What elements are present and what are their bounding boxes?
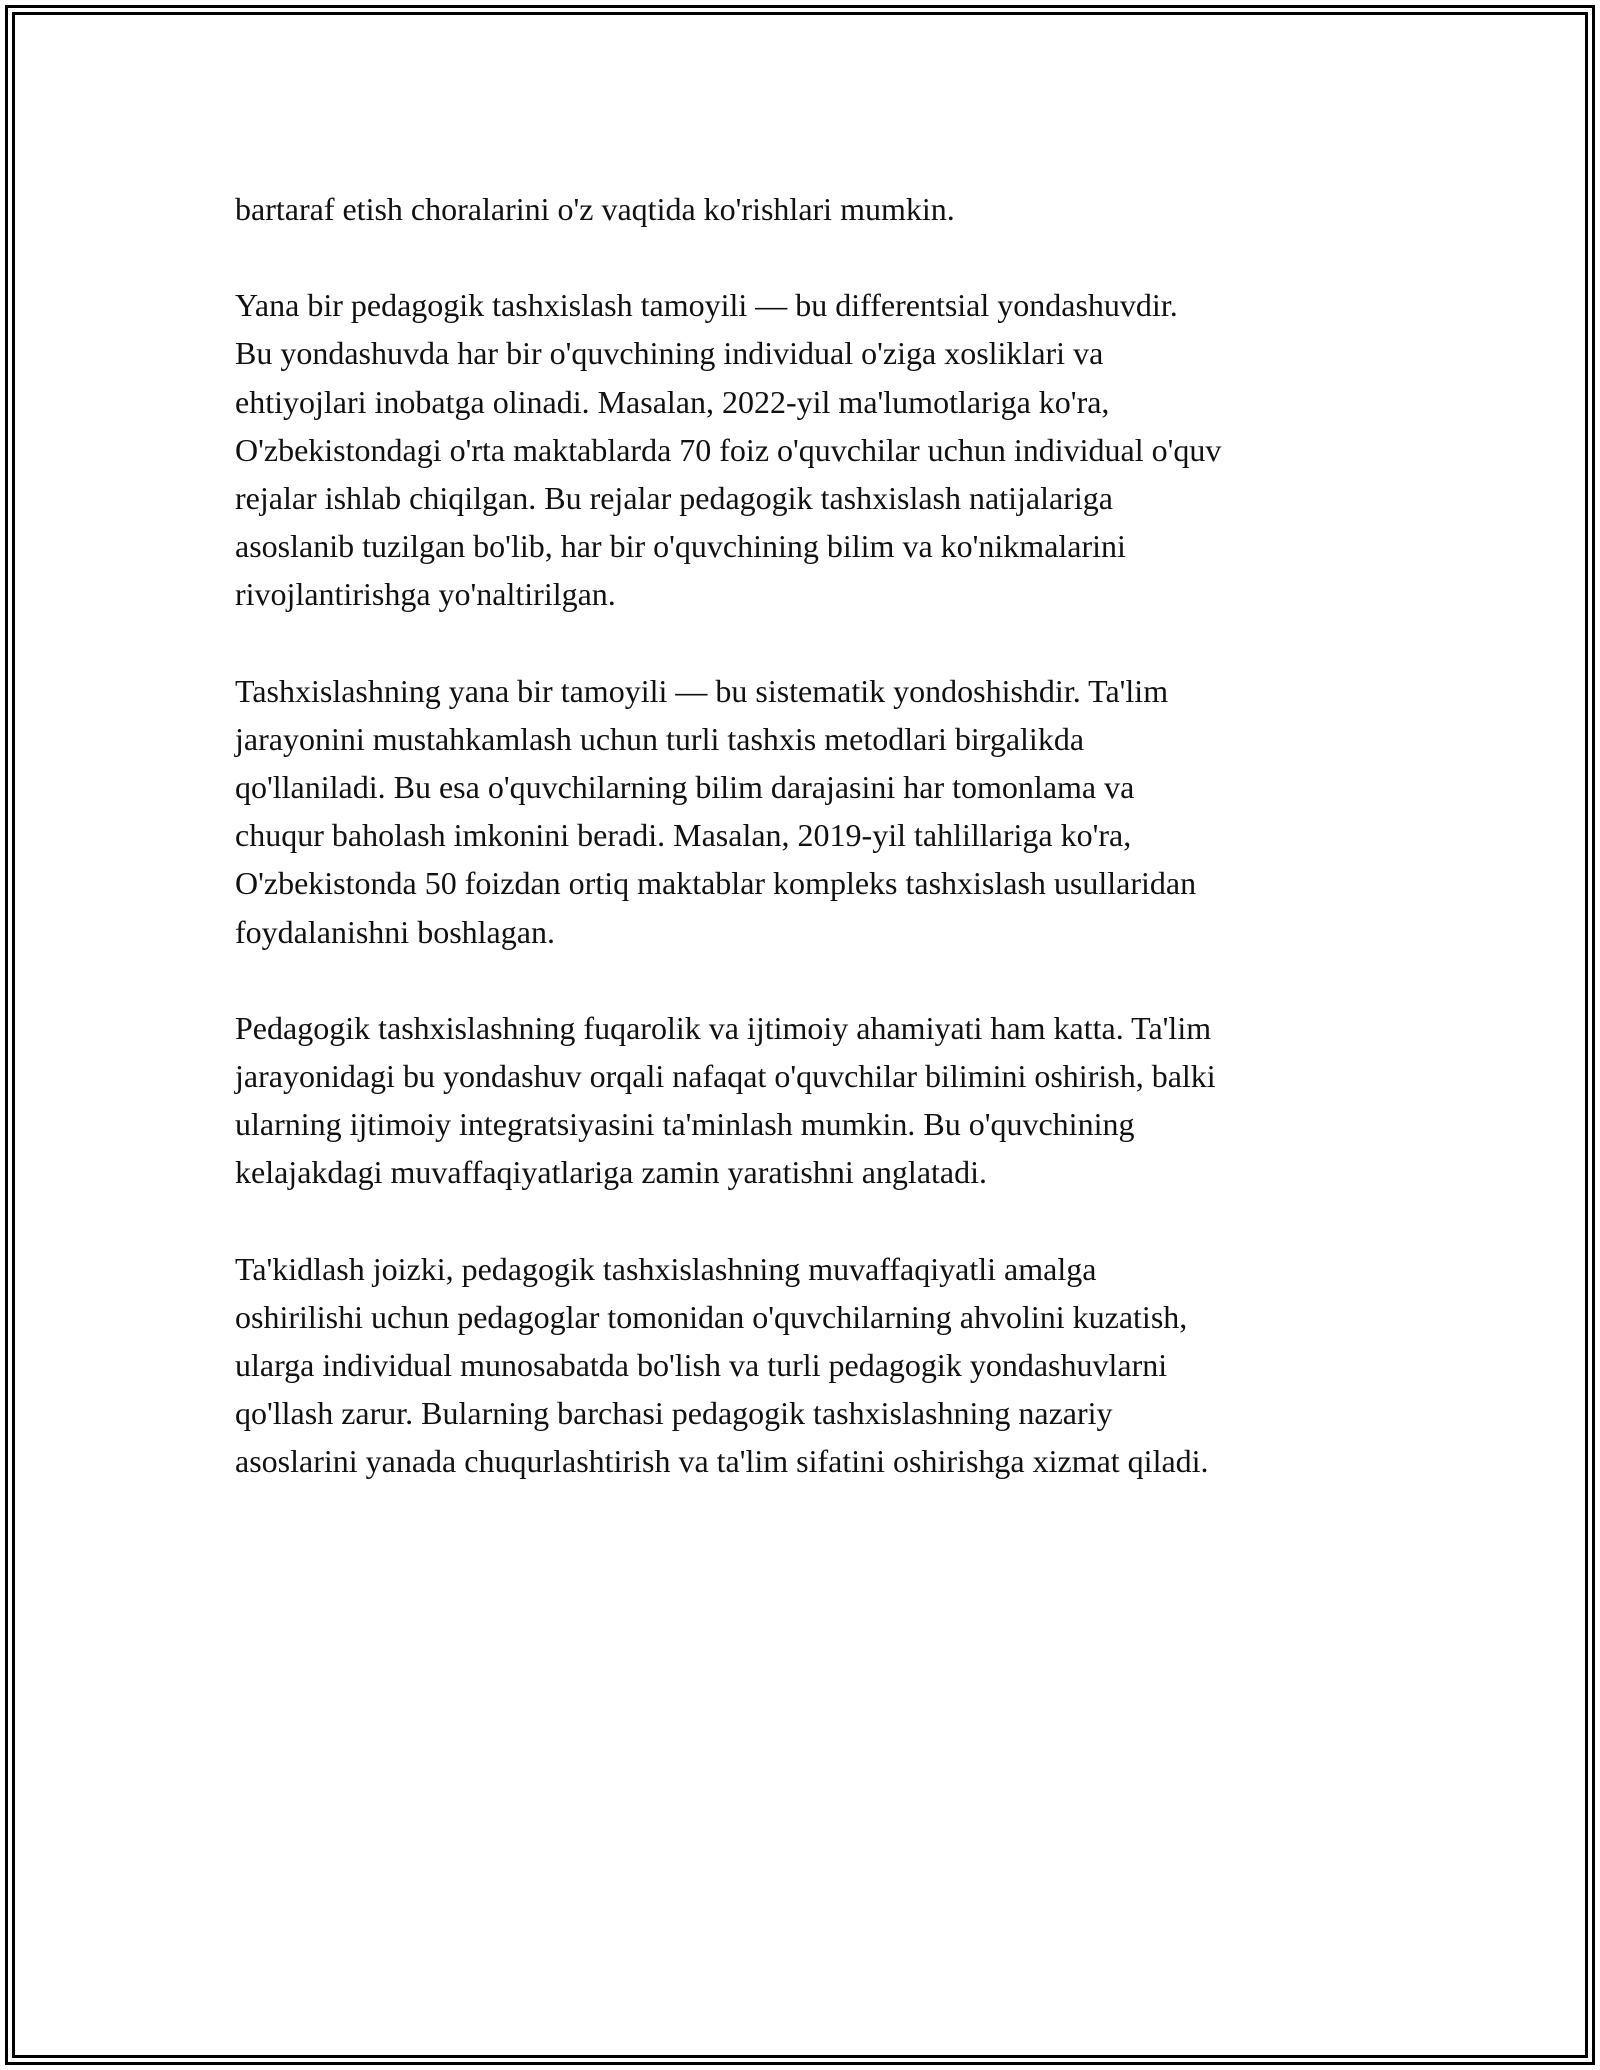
paragraph-1: bartaraf etish choralarini o'z vaqtida ko'rishlari mumkin. bbox=[235, 191, 955, 227]
document-body bbox=[235, 185, 1385, 1534]
paragraph-2: Yana bir pedagogik tashxislash tamoyili — bu differentsial yondashuvdir. Bu yondashuvda har bir o'quvchining individual o'ziga xosliklari va ehtiyojlari inobatga olinadi. Masalan, 2022-yil ma'lumotlariga ko'ra, O'zbekistondagi o'rta maktablarda 70 foiz o'quvchilar uchun individual o'quv rejalar ishlab chiqilgan. Bu rejalar pedagogik tashxislash natijalariga asoslanib tuzilgan bo'lib, har bir o'quvchining bilim va ko'nikmalarini rivojlantirishga yo'naltirilgan. bbox=[235, 287, 1222, 613]
paragraph-3: Tashxislashning yana bir tamoyili — bu sistematik yondoshishdir. Ta'lim jarayonini mustahkamlash uchun turli tashxis metodlari birgalikda qo'llaniladi. Bu esa o'quvchilarning bilim darajasini har tomonlama va chuqur baholash imkonini beradi. Masalan, 2019-yil tahlillariga ko'ra, O'zbekistonda 50 foizdan ortiq maktablar kompleks tashxislash usullaridan foydalanishni boshlagan. bbox=[235, 672, 1197, 950]
paragraph-4: Pedagogik tashxislashning fuqarolik va ijtimoiy ahamiyati ham katta. Ta'lim jarayonidagi bu yondashuv orqali nafaqat o'quvchilar bilimini oshirish, balki ularning ijtimoiy integratsiyasini ta'minlash mumkin. Bu o'quvchining kelajakdagi muvaffaqiyatlariga zamin yaratishni anglatadi. bbox=[235, 1009, 1216, 1191]
paragraph-5: Ta'kidlash joizki, pedagogik tashxislashning muvaffaqiyatli amalga oshirilishi uchun pedagoglar tomonidan o'quvchilarning ahvolini kuzatish, ularga individual munosabatda bo'lish va turli pedagogik yondashuvlarni qo'llash zarur. Bularning barchasi pedagogik tashxislashning nazariy asoslarini yanada chuqurlashtirish va ta'lim sifatini oshirishga xizmat qiladi. bbox=[235, 1250, 1209, 1480]
